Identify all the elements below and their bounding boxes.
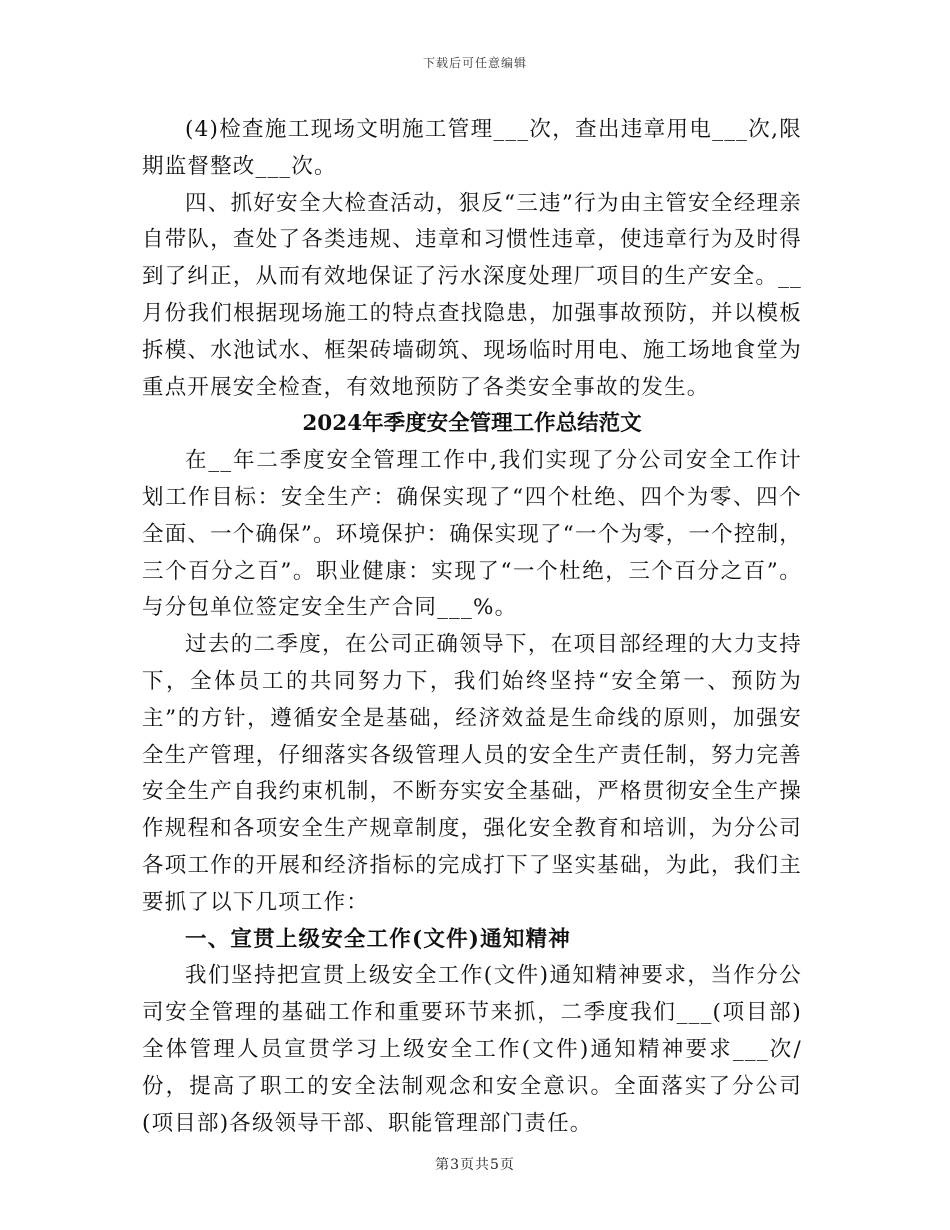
paragraph-quarter-summary: 过去的二季度，在公司正确领导下，在项目部经理的大力支持下，全体员工的共同努力下，我们始终坚持“安全第一、预防为主”的方针，遵循安全是基础，经济效益是生命线的原则，加强安全生产管理，仔细落实各级管理人员的安全生产责任制，努力完善安全生产自我约束机制，不断夯实安全基础，严格贯彻安全生产操作规程和各项安全生产规章制度，强化安全教育和培训，为分公司各项工作的开展和经济指标的完成打下了坚实基础，为此，我们主要抓了以下几项工作： [142,632,802,915]
paragraph-inspection-counts: (4)检查施工现场文明施工管理___次，查出违章用电___次,限期监督整改___次。 [142,117,802,179]
paragraph-safety-inspection: 四、抓好安全大检查活动，狠反“三违”行为由主管安全经理亲自带队，查处了各类违规、违章和习惯性违章，使违章行为及时得到了纠正，从而有效地保证了污水深度处理厂项目的生产安全。__月份我们根据现场施工的特点查找隐患，加强事故预防，并以模板拆模、水池试水、框架砖墙砌筑、现场临时用电、施工场地食堂为重点开展安全检查，有效地预防了各类安全事故的发生。 [142,190,802,400]
page-footer: 第3页共5页 [435,1157,515,1173]
paragraph-quarter-goals: 在__年二季度安全管理工作中,我们实现了分公司安全工作计划工作目标：安全生产：确保实现了“四个杜绝、四个为零、四个全面、一个确保”。环境保护：确保实现了“一个为零，一个控制，三个百分之百”。职业健康：实现了“一个杜绝，三个百分之百”。与分包单位签定安全生产合同___%。 [142,448,802,621]
document-title: 2024年季度安全管理工作总结范文 [302,411,642,437]
paragraph-notice-spirit: 我们坚持把宣贯上级安全工作(文件)通知精神要求，当作分公司安全管理的基础工作和重要环节来抓，二季度我们___(项目部)全体管理人员宣贯学习上级安全工作(文件)通知精神要求___次/份，提高了职工的安全法制观念和安全意识。全面落实了分公司(项目部)各级领导干部、职能管理部门责任。 [142,963,802,1136]
page-header: 下载后可任意编辑 [422,56,527,70]
document-body [142,112,802,1142]
section-heading-1: 一、宣贯上级安全工作(文件)通知精神 [185,926,571,952]
